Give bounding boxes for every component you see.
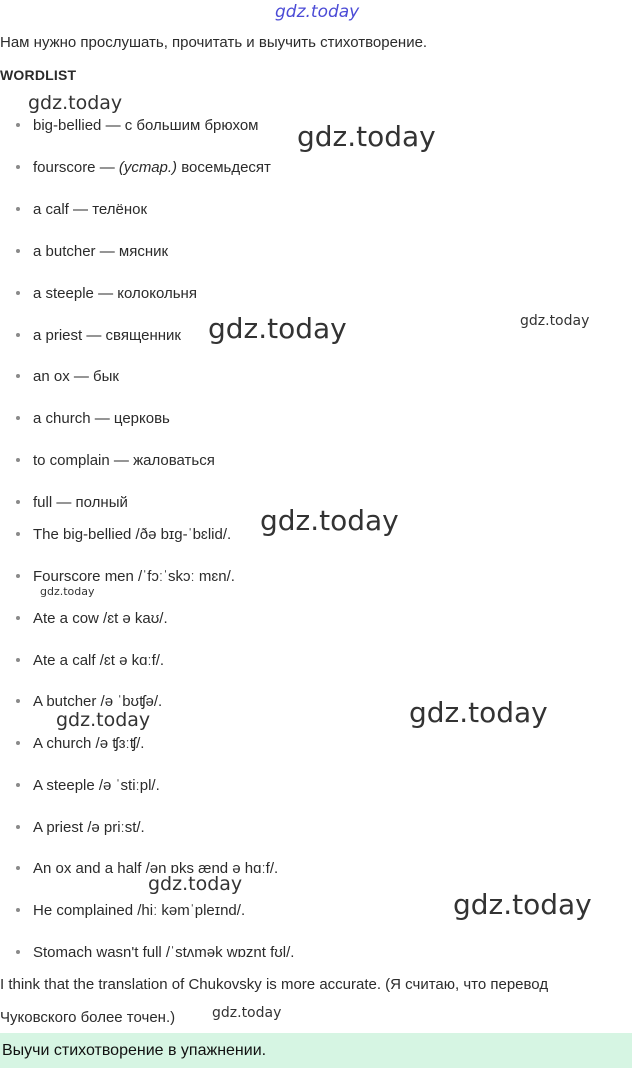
list-item — [16, 285, 197, 302]
intro-text: Нам нужно прослушать, прочитать и выучить стихотворение. — [0, 34, 428, 51]
translation: колокольня — [117, 285, 197, 302]
transcription-line: A steeple /ə ˈstiːpl/. — [33, 777, 160, 794]
watermark: gdz.today — [260, 504, 399, 537]
task-banner — [0, 1033, 632, 1068]
bullet-icon — [16, 658, 20, 662]
dash: — — [86, 327, 102, 344]
bullet-icon — [16, 374, 20, 378]
bullet-icon — [16, 825, 20, 829]
list-item — [16, 568, 235, 585]
dash: — — [56, 494, 72, 511]
watermark: gdz.today — [148, 873, 243, 895]
term: a butcher — [33, 243, 96, 260]
watermark: gdz.today — [453, 888, 592, 921]
list-item — [16, 327, 181, 344]
term: a steeple — [33, 285, 94, 302]
translation: с большим брюхом — [124, 117, 259, 134]
term: fourscore — [33, 159, 96, 176]
wordlist-heading: WORDLIST — [0, 67, 77, 83]
watermark: gdz.today — [297, 120, 436, 153]
bullet-icon — [16, 500, 20, 504]
dash: — — [73, 368, 89, 385]
transcription-line: A priest /ə priːst/. — [33, 819, 145, 836]
watermark: gdz.today — [40, 585, 95, 598]
transcription-line: A butcher /ə ˈbʊʧə/. — [33, 693, 163, 710]
translation: бык — [93, 368, 119, 385]
transcription-line: He complained /hiː kəmˈpleɪnd/. — [33, 902, 246, 919]
bullet-icon — [16, 866, 20, 870]
transcription-line: Ate a cow /ɛt ə kaʊ/. — [33, 610, 168, 627]
watermark: gdz.today — [208, 312, 347, 345]
bullet-icon — [16, 950, 20, 954]
dash: — — [105, 117, 121, 134]
term: an ox — [33, 368, 70, 385]
dash: — — [99, 243, 115, 260]
transcription-line: Stomach wasn't full /ˈstʌmək wɒznt fʊl/. — [33, 944, 295, 961]
site-logo[interactable]: gdz.today — [275, 2, 360, 22]
transcription-line: A church /ə ʧɜːʧ/. — [33, 735, 145, 752]
dash: — — [73, 201, 89, 218]
bullet-icon — [16, 123, 20, 127]
list-item — [16, 243, 168, 260]
task-text: Выучи стихотворение в упажнении. — [2, 1042, 267, 1059]
bullet-icon — [16, 699, 20, 703]
list-item — [16, 610, 168, 627]
bullet-icon — [16, 532, 20, 536]
bullet-icon — [16, 249, 20, 253]
bullet-icon — [16, 333, 20, 337]
transcription-line: The big-bellied /ðə bɪg-ˈbɛlid/. — [33, 526, 232, 543]
list-item — [16, 159, 271, 176]
dash: — — [99, 159, 115, 176]
term: a priest — [33, 327, 83, 344]
term: a church — [33, 410, 91, 427]
watermark: gdz.today — [520, 313, 590, 329]
watermark: gdz.today — [56, 709, 151, 731]
list-item — [16, 201, 147, 218]
list-item — [16, 819, 145, 836]
transcription-line: An ox and a half /ən ɒks ænd ə hɑːf/. — [33, 860, 279, 877]
bullet-icon — [16, 574, 20, 578]
list-item — [16, 944, 294, 961]
list-item — [16, 117, 258, 134]
watermark: gdz.today — [409, 696, 548, 729]
term: a calf — [33, 201, 69, 218]
bullet-icon — [16, 416, 20, 420]
list-item — [16, 368, 119, 385]
translation: восемьдесят — [181, 159, 271, 176]
bullet-icon — [16, 458, 20, 462]
watermark: gdz.today — [212, 1005, 282, 1021]
term: full — [33, 494, 53, 511]
translation: телёнок — [92, 201, 148, 218]
translation: священник — [105, 327, 181, 344]
list-item — [16, 902, 245, 919]
bullet-icon — [16, 165, 20, 169]
list-item — [16, 526, 231, 543]
bullet-icon — [16, 616, 20, 620]
list-item — [16, 777, 160, 794]
usage-note: (устар.) — [118, 159, 178, 176]
bullet-icon — [16, 783, 20, 787]
list-item — [16, 652, 164, 669]
term: big-bellied — [33, 117, 102, 134]
bullet-icon — [16, 908, 20, 912]
translation: церковь — [113, 410, 170, 427]
dash: — — [94, 410, 110, 427]
conclusion-line-1: I think that the translation of Chukovsky is more accurate. (Я считаю, что перевод — [0, 976, 549, 993]
bullet-icon — [16, 291, 20, 295]
transcription-line: Ate a calf /ɛt ə kɑːf/. — [33, 652, 165, 669]
dash: — — [98, 285, 114, 302]
dash: — — [113, 452, 129, 469]
watermark: gdz.today — [28, 92, 123, 114]
transcription-line: Fourscore men /ˈfɔːˈskɔː mɛn/. — [33, 568, 235, 585]
list-item — [16, 410, 170, 427]
translation: мясник — [118, 243, 169, 260]
term: to complain — [33, 452, 110, 469]
translation: полный — [75, 494, 128, 511]
list-item — [16, 693, 162, 710]
list-item — [16, 452, 215, 469]
conclusion-line-2: Чуковского более точен.) — [0, 1009, 176, 1026]
list-item — [16, 735, 144, 752]
bullet-icon — [16, 741, 20, 745]
bullet-icon — [16, 207, 20, 211]
list-item — [16, 494, 128, 511]
translation: жаловаться — [133, 452, 215, 469]
